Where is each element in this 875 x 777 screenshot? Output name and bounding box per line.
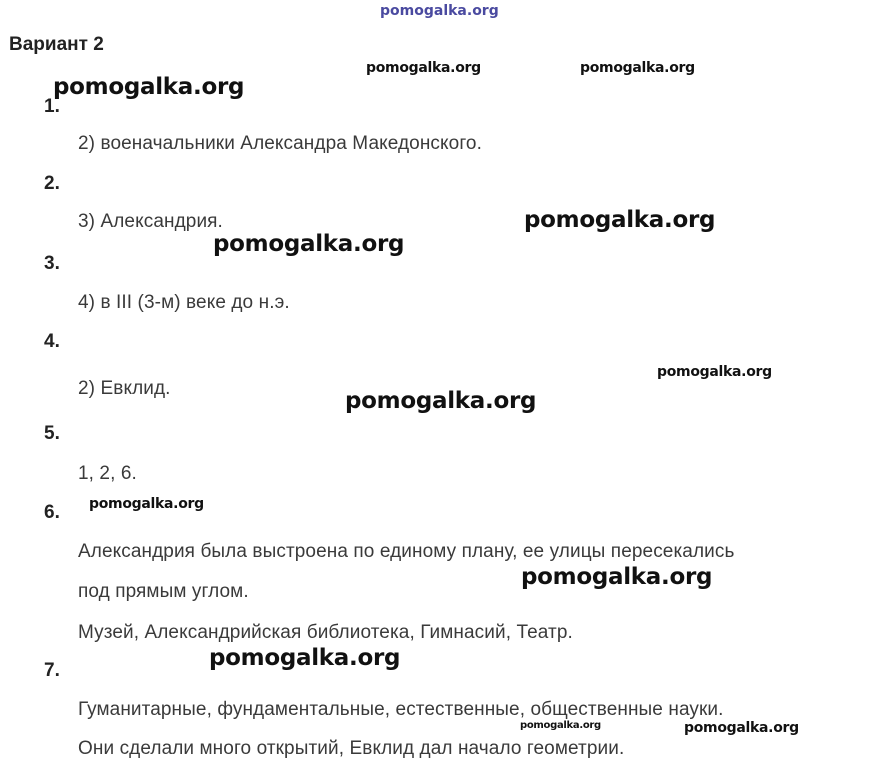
item-number-5: 5. (44, 423, 60, 444)
watermark: pomogalka.org (524, 207, 716, 233)
item-3-answer: 4) в III (3-м) веке до н.э. (78, 292, 290, 313)
watermark-top: pomogalka.org (380, 3, 499, 19)
page-title: Вариант 2 (9, 34, 104, 55)
item-4-answer: 2) Евклид. (78, 378, 171, 399)
watermark: pomogalka.org (657, 364, 772, 380)
watermark: pomogalka.org (520, 720, 601, 731)
watermark: pomogalka.org (209, 645, 401, 671)
watermark: pomogalka.org (366, 60, 481, 76)
item-7-line-2: Они сделали много открытий, Евклид дал начало геометрии. (78, 738, 625, 759)
item-2-answer: 3) Александрия. (78, 211, 223, 232)
item-number-7: 7. (44, 660, 60, 681)
item-7-line-1: Гуманитарные, фундаментальные, естественные, общественные науки. (78, 699, 724, 720)
item-number-2: 2. (44, 173, 60, 194)
watermark: pomogalka.org (89, 496, 204, 512)
watermark: pomogalka.org (345, 388, 537, 414)
item-number-4: 4. (44, 331, 60, 352)
watermark: pomogalka.org (213, 231, 405, 257)
watermark: pomogalka.org (53, 74, 245, 100)
item-6-line-3: Музей, Александрийская библиотека, Гимнасий, Театр. (78, 622, 573, 643)
item-6-line-1: Александрия была выстроена по единому плану, ее улицы пересекались (78, 541, 735, 562)
item-1-answer: 2) военачальники Александра Македонского. (78, 133, 482, 154)
watermark: pomogalka.org (580, 60, 695, 76)
item-number-6: 6. (44, 502, 60, 523)
item-6-line-2: под прямым углом. (78, 581, 249, 602)
item-number-3: 3. (44, 253, 60, 274)
item-5-answer: 1, 2, 6. (78, 463, 137, 484)
item-number-1: 1. (44, 96, 60, 117)
watermark: pomogalka.org (521, 564, 713, 590)
watermark: pomogalka.org (684, 720, 799, 736)
